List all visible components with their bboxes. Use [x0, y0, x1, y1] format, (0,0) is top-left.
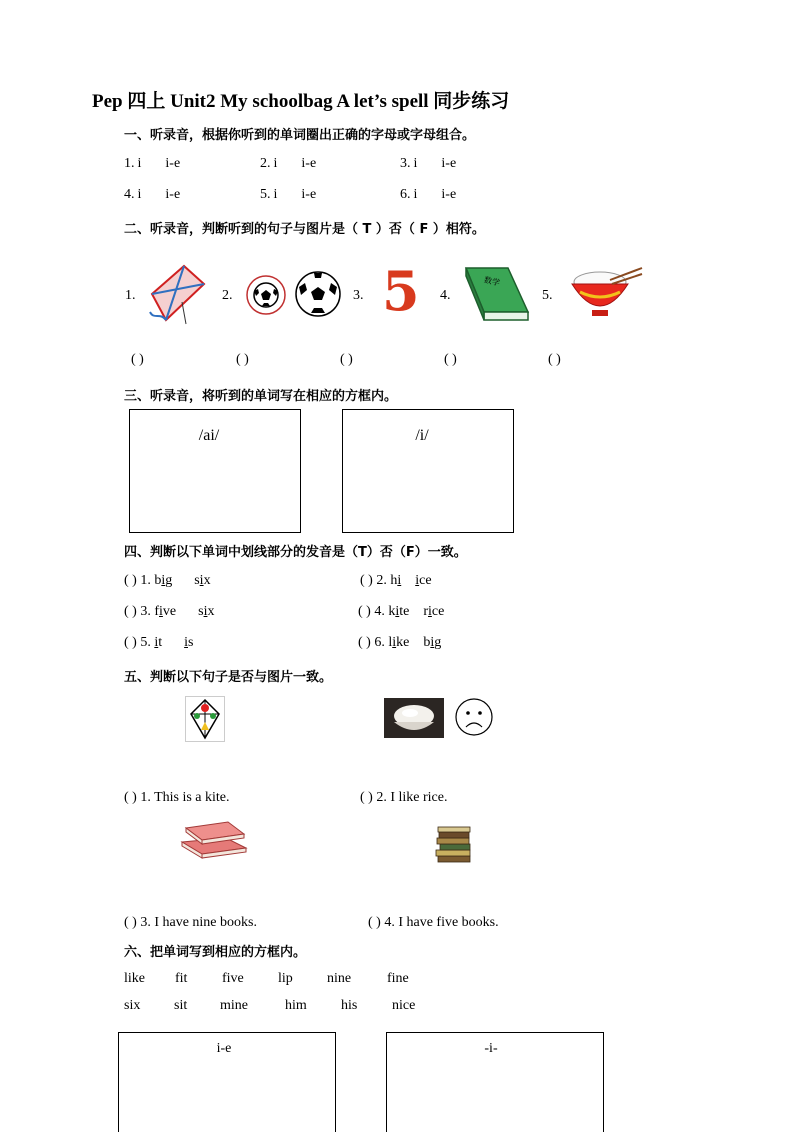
s4-row-5[interactable]: ( ) 5. it is	[124, 635, 194, 650]
s4-row-1[interactable]: ( ) 1. big six	[124, 573, 211, 588]
answer-box-ai[interactable]	[129, 409, 301, 533]
s1-item-3[interactable]: 3. i i-e	[400, 156, 457, 171]
s2-num-3: 3.	[353, 288, 364, 303]
two-books-image	[178, 818, 250, 862]
answer-box-i-e[interactable]	[118, 1032, 336, 1132]
answer-box-i[interactable]	[386, 1032, 604, 1132]
answer-box-i[interactable]	[342, 409, 514, 533]
word-five: five	[222, 971, 244, 986]
s2-answer-5[interactable]: ( )	[548, 352, 561, 367]
s5-item-1[interactable]: ( ) 1. This is a kite.	[124, 790, 230, 805]
s5-item-3[interactable]: ( ) 3. I have nine books.	[124, 915, 257, 930]
section-6-heading: 六、把单词写到相应的方框内。	[124, 945, 307, 960]
box-label-i: /i/	[415, 427, 429, 444]
word-like: like	[124, 971, 145, 986]
small-ball-image	[245, 274, 287, 316]
s2-answer-4[interactable]: ( )	[444, 352, 457, 367]
book-cover-text: 数学	[483, 275, 501, 288]
rice-bowl-image	[566, 266, 644, 320]
s1-item-4[interactable]: 4. i i-e	[124, 187, 181, 202]
section-4-heading: 四、判断以下单词中划线部分的发音是（T）否（F）一致。	[124, 545, 467, 560]
s2-answer-1[interactable]: ( )	[131, 352, 144, 367]
sad-face-icon	[454, 697, 494, 737]
section-2-heading: 二、听录音，判断听到的句子与图片是（ T ）否（ F ）相符。	[124, 222, 485, 237]
kite-image	[146, 262, 208, 326]
small-kite-image	[185, 696, 225, 742]
word-nice: nice	[392, 998, 416, 1013]
s2-num-1: 1.	[125, 288, 136, 303]
word-fit: fit	[175, 971, 188, 986]
word-six: six	[124, 998, 141, 1013]
s5-item-4[interactable]: ( ) 4. I have five books.	[368, 915, 499, 930]
s2-num-4: 4.	[440, 288, 451, 303]
box-label-ai: /ai/	[198, 427, 220, 444]
word-his: his	[341, 998, 358, 1013]
s4-row-2[interactable]: ( ) 2. hi ice	[360, 573, 432, 588]
s4-row-3[interactable]: ( ) 3. five six	[124, 604, 215, 619]
big-ball-image	[294, 270, 342, 318]
section-3-heading: 三、听录音，将听到的单词写在相应的方框内。	[124, 389, 398, 404]
word-fine: fine	[387, 971, 409, 986]
s1-item-2[interactable]: 2. i i-e	[260, 156, 317, 171]
word-lip: lip	[278, 971, 293, 986]
s2-num-5: 5.	[542, 288, 553, 303]
section-1-heading: 一、听录音，根据你听到的单词圈出正确的字母或字母组合。	[124, 128, 476, 143]
s1-item-5[interactable]: 5. i i-e	[260, 187, 317, 202]
s1-item-1[interactable]: 1. i i-e	[124, 156, 181, 171]
number-five-image: 5	[382, 259, 420, 323]
s2-answer-3[interactable]: ( )	[340, 352, 353, 367]
s2-answer-2[interactable]: ( )	[236, 352, 249, 367]
word-nine: nine	[327, 971, 352, 986]
word-sit: sit	[174, 998, 188, 1013]
s4-row-4[interactable]: ( ) 4. kite rice	[358, 604, 445, 619]
s2-num-2: 2.	[222, 288, 233, 303]
s4-row-6[interactable]: ( ) 6. like big	[358, 635, 442, 650]
box-label-i-e: i-e	[216, 1041, 232, 1056]
section-5-heading: 五、判断以下句子是否与图片一致。	[124, 670, 333, 685]
page-title: Pep 四上 Unit2 My schoolbag A let’s spell 同步练习	[92, 91, 510, 112]
box-label-dash-i: -i-	[484, 1041, 498, 1056]
math-book-image	[462, 264, 532, 326]
word-him: him	[285, 998, 307, 1013]
s1-item-6[interactable]: 6. i i-e	[400, 187, 457, 202]
book-stack-image	[434, 826, 474, 864]
word-mine: mine	[220, 998, 248, 1013]
s5-item-2[interactable]: ( ) 2. I like rice.	[360, 790, 448, 805]
rice-photo-image	[384, 698, 444, 738]
